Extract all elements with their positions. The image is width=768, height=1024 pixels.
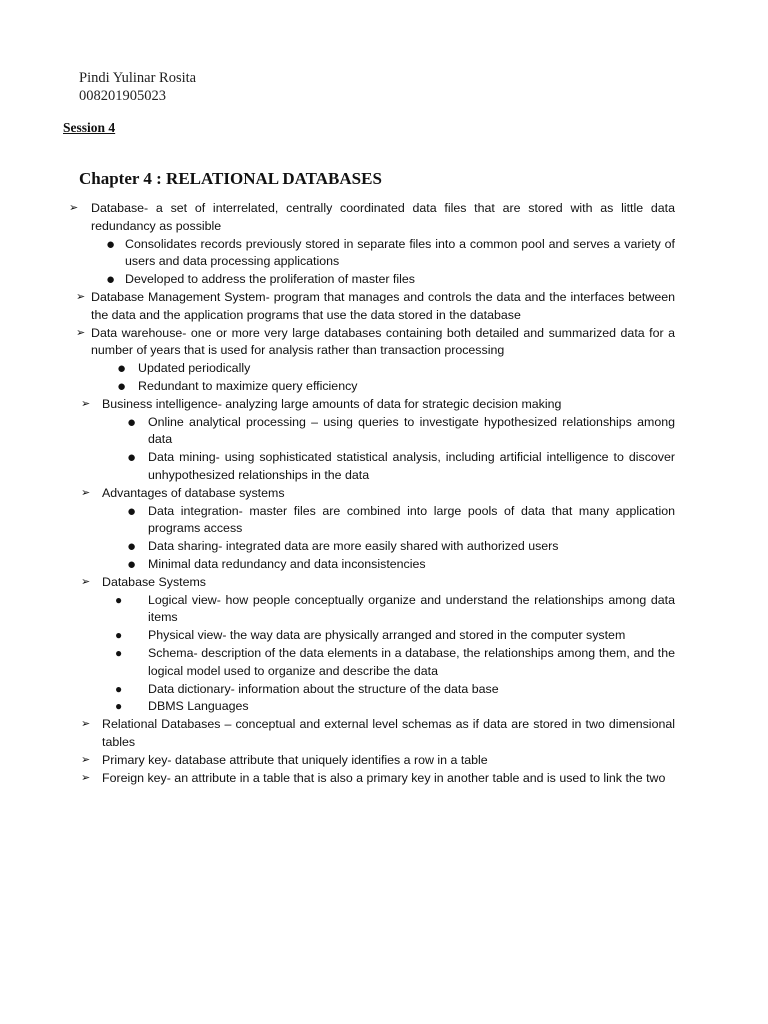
dot-bullet-icon: ● bbox=[115, 592, 123, 607]
bullet-list-item bbox=[0, 592, 675, 628]
bullet-list-item bbox=[0, 698, 675, 716]
bullet-list-item bbox=[0, 645, 675, 681]
list-item-text: Developed to address the proliferation of master files bbox=[125, 272, 415, 287]
list-item-text: Data mining- using sophisticated statistical analysis, including artificial intelligence to discover unhypothesized relationships in the data bbox=[148, 450, 675, 482]
author-name: Pindi Yulinar Rosita bbox=[79, 70, 197, 86]
list-item-text: Foreign key- an attribute in a table that is also a primary key in another table and is used to link the two bbox=[102, 770, 666, 785]
list-item-text: Physical view- the way data are physically arranged and stored in the computer system bbox=[148, 628, 626, 643]
bullet-list-item bbox=[0, 360, 675, 378]
list-item-text: Minimal data redundancy and data inconsistencies bbox=[148, 556, 426, 571]
list-item-text: Redundant to maximize query efficiency bbox=[138, 378, 358, 393]
arrow-bullet-icon: ➢ bbox=[81, 718, 91, 731]
list-item-text: Updated periodically bbox=[138, 361, 251, 376]
arrow-bullet-icon: ➢ bbox=[76, 290, 86, 303]
arrow-list-item bbox=[0, 485, 675, 503]
dot-bullet-icon: ● bbox=[127, 502, 137, 520]
dot-bullet-icon: ● bbox=[127, 555, 137, 573]
list-item-text: Business intelligence- analyzing large amounts of data for strategic decision making bbox=[102, 396, 562, 411]
list-item-text: Data integration- master files are combined into large pools of data that many application programs access bbox=[148, 503, 675, 536]
dot-bullet-icon: ● bbox=[115, 681, 123, 696]
dot-bullet-icon: ● bbox=[127, 449, 137, 467]
list-item-text: Database Management System- program that manages and controls the data and the interfaces between the data and the application programs that use the data stored in the database bbox=[91, 289, 675, 322]
list-item-text: Consolidates records previously stored in separate files into a common pool and serves a variety of users and data processing applications bbox=[125, 236, 675, 269]
dot-bullet-icon: ● bbox=[106, 235, 116, 253]
dot-bullet-icon: ● bbox=[115, 645, 123, 660]
arrow-list-item bbox=[0, 200, 675, 236]
dot-bullet-icon: ● bbox=[117, 377, 127, 395]
list-item-text: Logical view- how people conceptually organize and understand the relationships among data items bbox=[148, 592, 675, 625]
arrow-list-item bbox=[0, 574, 675, 592]
arrow-list-item bbox=[0, 752, 675, 770]
dot-bullet-icon: ● bbox=[106, 271, 116, 289]
list-item-text: Online analytical processing – using queries to investigate hypothesized relationships among data bbox=[148, 414, 675, 447]
arrow-bullet-icon: ➢ bbox=[69, 202, 79, 214]
list-item-text: Database Systems bbox=[102, 574, 206, 589]
list-item-text: Relational Databases – conceptual and external level schemas as if data are stored in two dimensional tables bbox=[102, 717, 675, 749]
list-item-text: Database- a set of interrelated, centrally coordinated data files that are stored with as little data redundancy as possible bbox=[91, 201, 675, 233]
outline-list bbox=[0, 200, 768, 787]
bullet-list-item bbox=[0, 556, 675, 574]
arrow-bullet-icon: ➢ bbox=[81, 575, 91, 588]
bullet-list-item bbox=[0, 503, 675, 539]
arrow-list-item bbox=[0, 325, 675, 361]
arrow-bullet-icon: ➢ bbox=[81, 486, 91, 499]
arrow-list-item bbox=[0, 716, 675, 752]
bullet-list-item bbox=[0, 414, 675, 450]
list-item-text: Advantages of database systems bbox=[102, 485, 285, 500]
arrow-list-item bbox=[0, 396, 675, 414]
author-id: 008201905023 bbox=[79, 88, 166, 104]
dot-bullet-icon: ● bbox=[117, 360, 127, 378]
list-item-text: Data dictionary- information about the structure of the data base bbox=[148, 681, 499, 696]
list-item-text: Schema- description of the data elements in a database, the relationships among them, and the logical model used to organize and describe the data bbox=[148, 645, 675, 678]
dot-bullet-icon: ● bbox=[127, 413, 137, 431]
bullet-list-item bbox=[0, 681, 675, 699]
arrow-bullet-icon: ➢ bbox=[76, 326, 86, 339]
list-item-text: Primary key- database attribute that uniquely identifies a row in a table bbox=[102, 752, 488, 767]
dot-bullet-icon: ● bbox=[115, 699, 123, 714]
author-block bbox=[79, 69, 196, 105]
bullet-list-item bbox=[0, 236, 675, 272]
dot-bullet-icon: ● bbox=[115, 628, 123, 643]
arrow-bullet-icon: ➢ bbox=[81, 753, 91, 766]
arrow-list-item bbox=[0, 289, 675, 325]
bullet-list-item bbox=[0, 378, 675, 396]
bullet-list-item bbox=[0, 449, 675, 485]
bullet-list-item bbox=[0, 627, 675, 645]
arrow-bullet-icon: ➢ bbox=[81, 397, 91, 410]
list-item-text: DBMS Languages bbox=[148, 699, 249, 714]
list-item-text: Data sharing- integrated data are more easily shared with authorized users bbox=[148, 539, 559, 554]
bullet-list-item bbox=[0, 538, 675, 556]
chapter-title: Chapter 4 : RELATIONAL DATABASES bbox=[79, 169, 382, 188]
arrow-list-item bbox=[0, 770, 675, 788]
dot-bullet-icon: ● bbox=[127, 538, 137, 556]
session-heading: Session 4 bbox=[63, 120, 116, 135]
bullet-list-item bbox=[0, 271, 675, 289]
list-item-text: Data warehouse- one or more very large databases containing both detailed and summarized data for a number of years that is used for analysis rather than transaction processing bbox=[91, 325, 675, 358]
arrow-bullet-icon: ➢ bbox=[81, 771, 91, 784]
